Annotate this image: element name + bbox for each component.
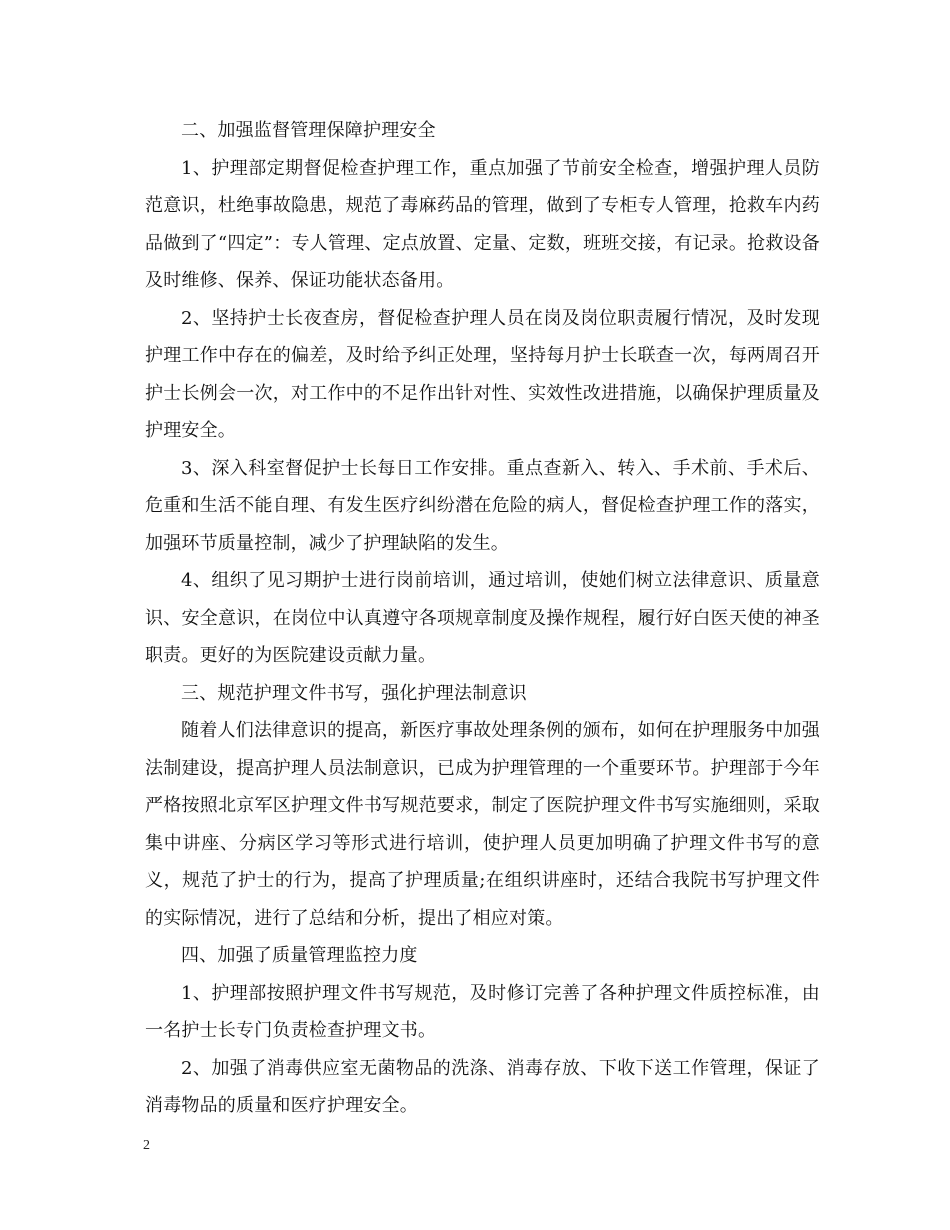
paragraph: 3、深入科室督促护士长每日工作安排。重点查新入、转入、手术前、手术后、危重和生活不能自理、有发生医疗纠纷潜在危险的病人，督促检查护理工作的落实，加强环节质量控制，减少了护理缺陷的发生。 (145, 457, 820, 554)
paragraph: 2、坚持护士长夜查房，督促检查护理人员在岗及岗位职责履行情况，及时发现护理工作中存在的偏差，及时给予纠正处理，坚持每月护士长联查一次，每两周召开护士长例会一次，对工作中的不足作出针对性、实效性改进措施，以确保护理质量及护理安全。 (145, 307, 820, 441)
paragraph: 随着人们法律意识的提高，新医疗事故处理条例的颁布，如何在护理服务中加强法制建设，提高护理人员法制意识，已成为护理管理的一个重要环节。护理部于今年严格按照北京军区护理文件书写规范要求，制定了医院护理文件书写实施细则，采取集中讲座、分病区学习等形式进行培训，使护理人员更加明确了护理文件书写的意义，规范了护士的行为，提高了护理质量;在组织讲座时，还结合我院书写护理文件的实际情况，进行了总结和分析，提出了相应对策。 (145, 720, 820, 929)
paragraph: 4、组织了见习期护士进行岗前培训，通过培训，使她们树立法律意识、质量意识、安全意识，在岗位中认真遵守各项规章制度及操作规程，履行好白医天使的神圣职责。更好的为医院建设贡献力量。 (145, 570, 820, 666)
paragraph: 2、加强了消毒供应室无菌物品的洗涤、消毒存放、下收下送工作管理，保证了消毒物品的质量和医疗护理安全。 (145, 1057, 820, 1116)
page-number: 2 (143, 1138, 150, 1153)
section-heading-4: 四、加强了质量管理监控力度 (181, 945, 418, 966)
paragraph: 1、护理部按照护理文件书写规范，及时修订完善了各种护理文件质控标准，由一名护士长专门负责检查护理文书。 (145, 982, 820, 1041)
paragraph: 1、护理部定期督促检查护理工作，重点加强了节前安全检查，增强护理人员防范意识，杜绝事故隐患，规范了毒麻药品的管理，做到了专柜专人管理，抢救车内药品做到了“四定”：专人管理、定点放置、定量、定数，班班交接，有记录。抢救设备及时维修、保养、保证功能状态备用。 (145, 157, 820, 291)
section-heading-3: 三、规范护理文件书写，强化护理法制意识 (181, 682, 527, 704)
section-heading-2: 二、加强监督管理保障护理安全 (181, 120, 436, 141)
document-body (145, 112, 820, 1125)
